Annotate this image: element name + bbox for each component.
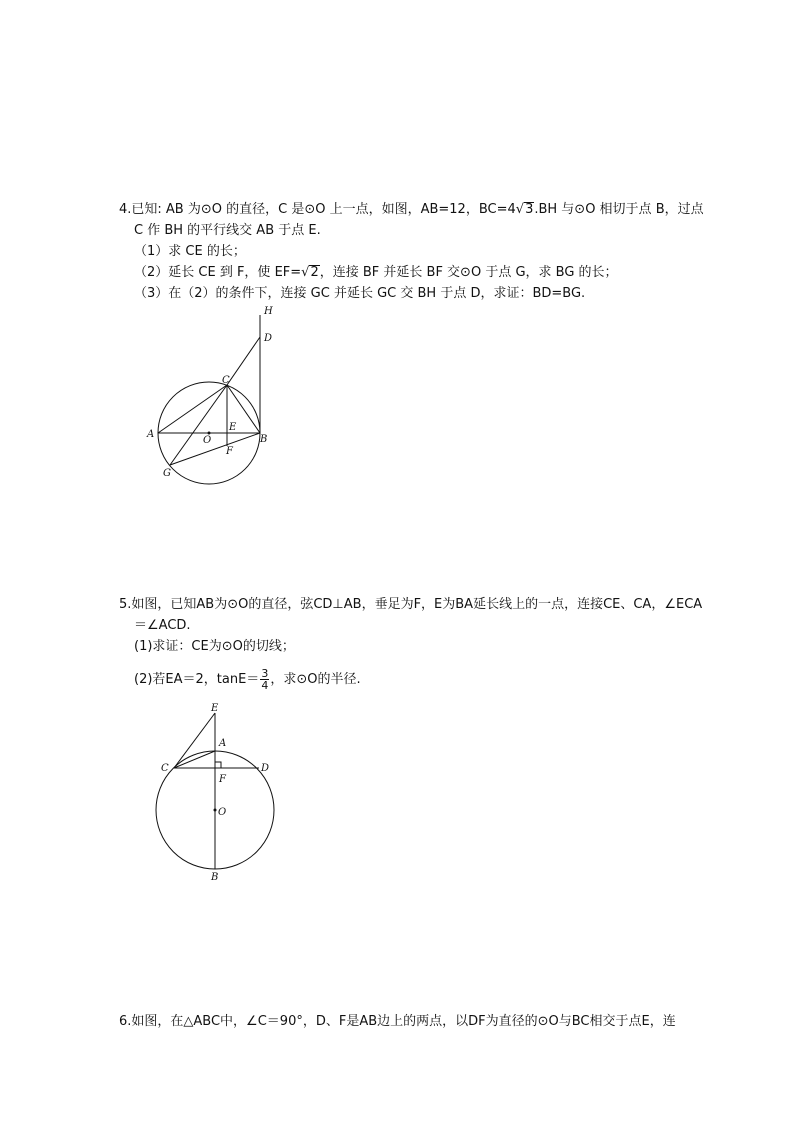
- q4-label-d: D: [264, 333, 273, 344]
- q5-label-a: A: [219, 738, 227, 749]
- q4-label-f: F: [226, 446, 233, 457]
- q4-label-c: C: [222, 375, 230, 386]
- q5-line2: ＝∠ACD.: [134, 618, 191, 633]
- q5-label-e: E: [211, 703, 219, 714]
- q4-line2: C 作 BH 的平行线交 AB 于点 E.: [134, 223, 321, 238]
- q5-line1: 5.如图，已知AB为⊙O的直径，弦CD⊥AB，垂足为F，E为BA延长线上的一点，连接CE、CA，∠ECA: [119, 597, 703, 612]
- q6-line1: 6.如图，在△ABC中，∠C＝90°，D、F是AB边上的两点，以DF为直径的⊙O与BC相交于点E，连: [119, 1014, 676, 1029]
- q4-label-g: G: [163, 468, 171, 479]
- q5-part2-text-b: ，求⊙O的半径.: [270, 672, 361, 687]
- q4-part2-sqrt: 2: [310, 265, 319, 280]
- q4-part1: （1）求 CE 的长；: [134, 244, 246, 259]
- q5-center-dot: [214, 809, 217, 812]
- q5-fraction-numerator: 3: [261, 667, 269, 680]
- q4-label-a: A: [147, 429, 155, 440]
- q5-label-c: C: [161, 763, 169, 774]
- q4-part3: （3）在（2）的条件下，连接 GC 并延长 GC 交 BH 于点 D，求证：BD=BG.: [134, 286, 586, 301]
- q5-right-angle-mark: [215, 762, 221, 768]
- sqrt-sign: √: [301, 265, 310, 280]
- sqrt-sign: √: [515, 202, 525, 217]
- q5-label-f: F: [219, 774, 226, 785]
- q5-label-d: D: [261, 763, 270, 774]
- q4-line1-text-a: 4.已知: AB 为⊙O 的直径，C 是⊙O 上一点，如图，AB=12，BC=4: [119, 202, 516, 217]
- q4-line1-text-b: .BH 与⊙O 相切于点 B，过点: [534, 202, 704, 217]
- q4-part2-text-a: （2）延长 CE 到 F，使 EF=: [134, 265, 302, 280]
- q5-label-b: B: [211, 872, 219, 883]
- q4-label-b: B: [260, 434, 268, 445]
- q4-part2-text-b: ，连接 BF 并延长 BF 交⊙O 于点 G，求 BG 的长；: [319, 265, 618, 280]
- q4-label-o: O: [203, 435, 212, 446]
- q4-label-h: H: [264, 306, 273, 317]
- q5-part2-text-a: (2)若EA＝2，tanE＝: [134, 672, 260, 687]
- q5-part1: (1)求证：CE为⊙O的切线；: [134, 639, 295, 654]
- q4-label-e: E: [229, 422, 237, 433]
- q5-fraction-denominator: 4: [261, 679, 269, 692]
- q4-line1-sqrt: 3: [525, 202, 534, 217]
- q5-label-o: O: [218, 807, 227, 818]
